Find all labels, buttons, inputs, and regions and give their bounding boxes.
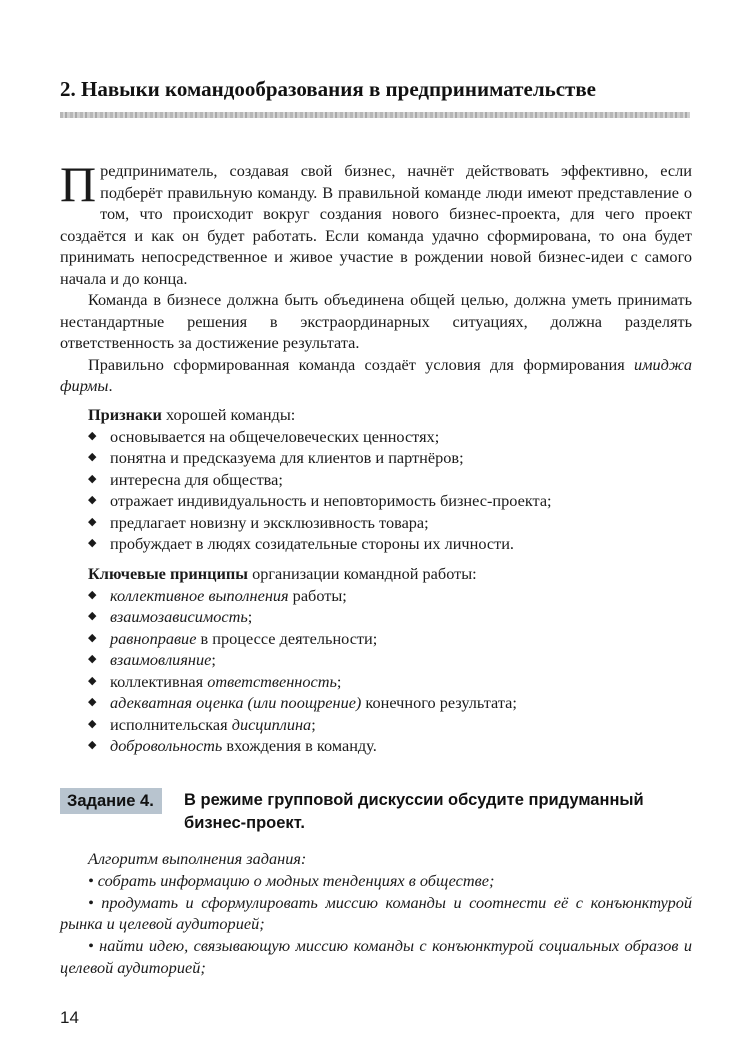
algorithm-section <box>60 848 692 979</box>
bullet-icon: ◆ <box>88 429 97 442</box>
main-text <box>60 156 692 397</box>
list-item: ◆ взаимозависимость; <box>88 607 253 626</box>
algorithm-title: Алгоритм выполнения задания: <box>88 849 307 868</box>
signs-list <box>60 426 692 555</box>
algorithm-step: • найти идею, связывающую миссию команды с конъюнктурой социальных образов и целевой аудиторией; <box>60 936 692 977</box>
principles-list <box>60 585 692 757</box>
task-text: В режиме групповой дискуссии обсудите придуманный бизнес-проект. <box>184 791 644 832</box>
bullet-icon: ◆ <box>88 610 97 622</box>
list-item: ◆ интересна для общества; <box>88 469 283 489</box>
bullet-icon: ◆ <box>88 674 97 687</box>
paragraph-3: Правильно сформированная команда создаёт условия для формирования имиджа фирмы. <box>60 354 692 395</box>
list-item: ◆ пробуждает в людях созидательные стороны их личности. <box>88 534 515 553</box>
page-number: 14 <box>60 1008 79 1027</box>
bullet-icon: ◆ <box>88 494 97 506</box>
bullet-icon: ◆ <box>88 631 97 644</box>
list-item: ◆ добровольность вхождения в команду. <box>88 736 377 755</box>
heading-rule <box>60 112 690 118</box>
list-item: ◆ исполнительская дисциплина; <box>88 714 316 734</box>
list-item: ◆ коллективная ответственность; <box>88 671 342 691</box>
bullet-icon: ◆ <box>88 515 97 528</box>
bullet-icon: ◆ <box>88 588 97 601</box>
section-heading: 2. Навыки командообразования в предпринимательстве <box>60 77 597 101</box>
principles-title: Ключевые принципы организации командной работы: <box>88 564 477 583</box>
paragraph-3-italic: имиджа фирмы <box>60 354 692 395</box>
list-item: ◆ отражает индивидуальность и неповторимость бизнес-проекта; <box>88 491 552 510</box>
list-item: ◆ адекватная оценка (или поощрение) конечного результата; <box>88 693 517 712</box>
list-item: ◆ равноправие в процессе деятельности; <box>88 628 378 648</box>
algorithm-step: • собрать информацию о модных тенденциях в обществе; <box>88 870 495 890</box>
bullet-icon: ◆ <box>88 653 97 665</box>
bullet-icon: ◆ <box>88 472 97 485</box>
list-item: ◆ основывается на общечеловеческих ценностях; <box>88 426 440 446</box>
signs-section <box>60 404 692 555</box>
algorithm-step: • продумать и сформулировать миссию команды и соотнести её с конъюнктурой рынка и целевой аудиторией; <box>60 892 692 934</box>
intro-paragraph <box>60 156 692 289</box>
list-item: ◆ предлагает новизну и эксклюзивность товара; <box>88 512 429 532</box>
task-badge: Задание 4. <box>60 788 162 814</box>
bullet-icon: ◆ <box>88 451 97 463</box>
bullet-icon: ◆ <box>88 739 97 751</box>
list-item: ◆ понятна и предсказуема для клиентов и партнёров; <box>88 448 464 467</box>
bullet-icon: ◆ <box>88 717 97 730</box>
signs-title: Признаки хорошей команды: <box>88 405 296 424</box>
list-item: ◆ взаимовлияние; <box>88 650 216 669</box>
list-item: ◆ коллективное выполнения работы; <box>88 585 347 605</box>
intro-text: редприниматель, создавая свой бизнес, начнёт действовать эффективно, если подберёт правильную команду. В правильной команде люди имеют представление о том, что происходит вокруг создания нового бизнес-проекта, для чего проект создаётся и как он будет работать. Если команда удачно сформирована, то она будет принимать непосредственное и живое участие в рождении новой бизнес-идеи с самого начала и до конца. <box>60 161 692 288</box>
principles-section <box>60 563 692 757</box>
bullet-icon: ◆ <box>88 537 97 549</box>
drop-cap: П <box>60 156 97 212</box>
bullet-icon: ◆ <box>88 696 97 708</box>
paragraph-2: Команда в бизнесе должна быть объединена общей целью, должна уметь принимать нестандартные решения в экстраординарных ситуациях, должна разделять ответственность за достижение результата. <box>60 290 692 352</box>
